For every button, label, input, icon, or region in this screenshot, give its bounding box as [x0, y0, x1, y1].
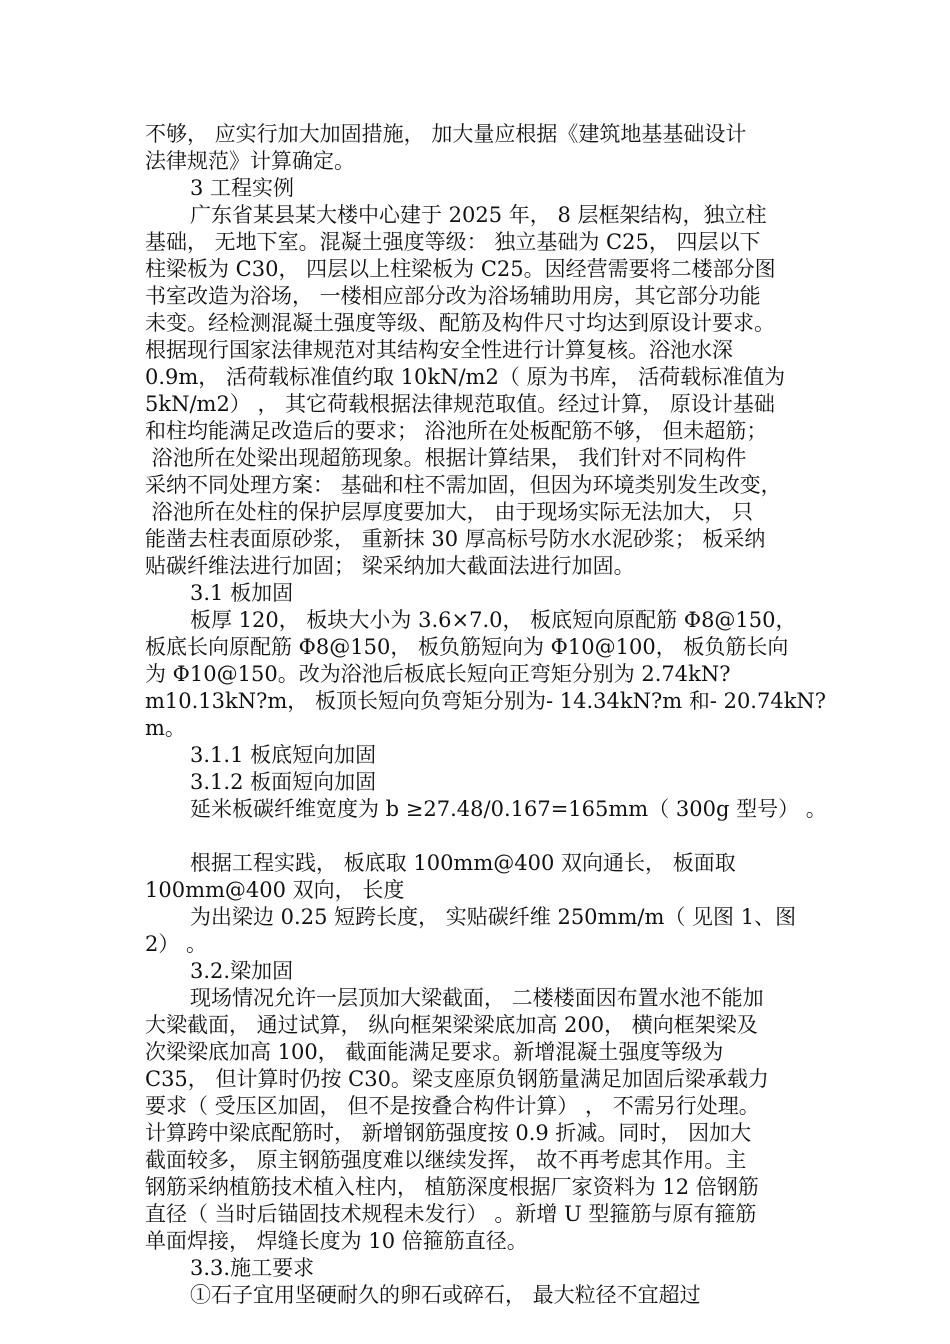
body-text-line: 不够， 应实行加大加固措施， 加大量应根据《建筑地基基础设计 — [145, 122, 747, 146]
body-text-line: 浴池所在处梁出现超筋现象。根据计算结果， 我们针对不同构件 — [145, 446, 747, 470]
body-text-line: 贴碳纤维法进行加固； 梁采纳加大截面法进行加固。 — [145, 554, 635, 578]
body-text-line: 钢筋采纳植筋技术植入柱内， 植筋深度根据厂家资料为 12 倍钢筋 — [145, 1175, 759, 1199]
body-text-line: 现场情况允许一层顶加大梁截面， 二楼楼面因布置水池不能加 — [190, 986, 764, 1010]
body-text-line: 100mm@400 双向， 长度 — [145, 878, 405, 902]
body-text-line: 能凿去柱表面原砂浆， 重新抹 30 厚高标号防水水泥砂浆； 板采纳 — [145, 527, 766, 551]
body-text-line: 和柱均能满足改造后的要求； 浴池所在处板配筋不够， 但未超筋； — [145, 419, 768, 443]
body-text-line: 采纳不同处理方案： 基础和柱不需加固，但因为环境类别发生改变， — [145, 473, 782, 497]
body-text-line: m10.13kN?m， 板顶长短向负弯矩分别为- 14.34kN?m 和- 20.74kN? — [145, 689, 827, 713]
body-text-line: 大梁截面， 通过试算， 纵向框架梁梁底加高 200， 横向框架梁及 — [145, 1013, 758, 1037]
body-text-line: 0.9m， 活荷载标准值约取 10kN/m2（ 原为书库， 活荷载标准值为 — [145, 365, 786, 389]
section-heading: 3.1.1 板底短向加固 — [190, 743, 377, 767]
body-text-line: 柱梁板为 C30， 四层以上柱梁板为 C25。因经营需要将二楼部分图 — [145, 257, 776, 281]
body-text-line: 根据现行国家法律规范对其结构安全性进行计算复核。浴池水深 — [145, 338, 733, 362]
section-heading: 3.1.2 板面短向加固 — [190, 770, 377, 794]
body-text-line: 截面较多， 原主钢筋强度难以继续发挥， 故不再考虑其作用。主 — [145, 1148, 747, 1172]
body-text-line: 2） 。 — [145, 932, 208, 956]
body-text-line: 单面焊接， 焊缝长度为 10 倍箍筋直径。 — [145, 1229, 528, 1253]
body-text-line: 为出梁边 0.25 短跨长度， 实贴碳纤维 250mm/m（ 见图 1、图 — [190, 905, 797, 929]
section-heading: 3.3.施工要求 — [190, 1256, 315, 1280]
body-text-line: 次梁梁底加高 100， 截面能满足要求。新增混凝土强度等级为 — [145, 1040, 724, 1064]
section-heading: 3.2.梁加固 — [190, 959, 294, 983]
body-text-line: 基础， 无地下室。混凝土强度等级： 独立基础为 C25， 四层以下 — [145, 230, 761, 254]
body-text-line: ①石子宜用坚硬耐久的卵石或碎石， 最大粒径不宜超过 — [190, 1283, 701, 1307]
body-text-line: 书室改造为浴场， 一楼相应部分改为浴场辅助用房，其它部分功能 — [145, 284, 761, 308]
body-text-line: m。 — [145, 716, 186, 740]
body-text-line: 计算跨中梁底配筋时， 新增钢筋强度按 0.9 折减。同时， 因加大 — [145, 1121, 752, 1145]
body-text-line: 延米板碳纤维宽度为 b ≥27.48/0.167=165mm（ 300g 型号） 。 — [190, 797, 827, 821]
body-text-line: 板厚 120， 板块大小为 3.6×7.0， 板底短向原配筋 Φ8@150， — [190, 608, 797, 632]
body-text-line: 板底长向原配筋 Φ8@150， 板负筋短向为 Φ10@100， 板负筋长向 — [145, 635, 789, 659]
body-text-line: 根据工程实践， 板底取 100mm@400 双向通长， 板面取 — [190, 851, 736, 875]
section-heading: 3 工程实例 — [190, 176, 295, 200]
body-text-line: 浴池所在处柱的保护层厚度要加大， 由于现场实际无法加大， 只 — [145, 500, 754, 524]
body-text-line: 为 Φ10@150。改为浴池后板底长短向正弯矩分别为 2.74kN? — [145, 662, 731, 686]
body-text-line: 要求（ 受压区加固， 但不是按叠合构件计算） ， 不需另行处理。 — [145, 1094, 760, 1118]
body-text-line: 直径（ 当时后锚固技术规程未发行） 。新增 U 型箍筋与原有箍筋 — [145, 1202, 757, 1226]
section-heading: 3.1 板加固 — [190, 581, 294, 605]
body-text-line: C35， 但计算时仍按 C30。梁支座原负钢筋量满足加固后梁承载力 — [145, 1067, 769, 1091]
body-text-line: 法律规范》计算确定。 — [145, 149, 355, 173]
body-text-line: 未变。经检测混凝土强度等级、配筋及构件尺寸均达到原设计要求。 — [145, 311, 775, 335]
body-text-line: 广东省某县某大楼中心建于 2025 年， 8 层框架结构，独立柱 — [190, 203, 767, 227]
body-text-line: 5kN/m2） ， 其它荷载根据法律规范取值。经过计算， 原设计基础 — [145, 392, 775, 416]
